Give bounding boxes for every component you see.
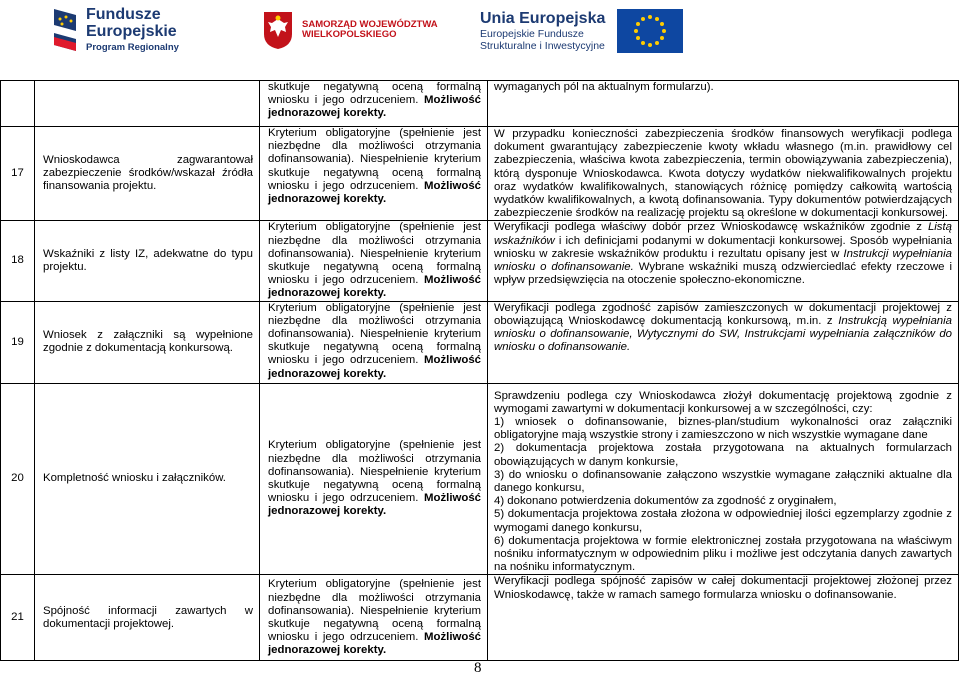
description-line: 4) dokonano potwierdzenia dokumentów za zgodność z oryginałem, [494, 495, 837, 508]
fe-logo-line2: Europejskie [86, 22, 177, 40]
criterion-name-cell [35, 81, 260, 127]
criterion-description-cell [488, 301, 959, 383]
criterion-rule-text: Kryterium obligatoryjne (spełnienie jest niezbędne dla możliwości otrzymania dofinansowania). Niespełnienie kryterium skutkuje negatywną oceną formalną wniosku i jego odrzuceniem. [268, 439, 481, 505]
description-line: 3) do wniosku o dofinansowanie załączono wszystkie wymagane załączniki aktualne dla danego konkursu, [494, 468, 952, 495]
criterion-description-cell [488, 127, 959, 221]
unia-europejska-logo [480, 6, 683, 56]
criterion-rule-text: Kryterium obligatoryjne (spełnienie jest niezbędne dla możliwości otrzymania dofinansowania). Niespełnienie kryterium skutkuje negatywną oceną formalną wniosku i jego odrzuceniem. [268, 301, 481, 367]
criterion-description-cell [488, 383, 959, 575]
description-text: i ich definicjami podanymi w dokumentacji konkursowej. Sposób wypełniania wniosku w zakresie wskaźników produktu i rezultatu opisany jest w [494, 234, 952, 260]
criterion-rule-bold: Możliwość jednorazowej korekty. [268, 94, 481, 120]
description-italic: Instrukcji wypełniania wniosku o dofinansowanie. [494, 247, 952, 274]
row-number: 19 [11, 335, 24, 348]
ue-logo-line2: Europejskie Fundusze [480, 28, 584, 41]
description-line: 2) dokumentacja projektowa została przygotowana na aktualnych formularzach obowiązujących w danym konkursie, [494, 442, 952, 468]
eu-flag-icon [617, 9, 683, 53]
description-text: Weryfikacji podlega zgodność zapisów zamieszczonych w dokumentacji projektowej z obowiązującą Wnioskodawcę dokumentacją konkursową, m.in. z [494, 301, 952, 327]
wlkp-logo-line1: SAMORZĄD WOJEWÓDZTWA [302, 18, 438, 30]
description-text: Wybrane wskaźniki muszą odzwierciedlać efekty rzeczowe i wpływ przedsięwzięcia na otoczenie społeczno-ekonomiczne. [494, 261, 952, 287]
criterion-name-cell [35, 127, 260, 221]
criterion-rule-cell [260, 127, 488, 221]
row-number-cell [1, 383, 35, 575]
description-italic: Instrukcją wypełniania wniosku o dofinansowanie, Wytycznymi do SW, Instrukcjami wypełniania załączników do wniosku o dofinansowanie. [494, 314, 953, 354]
criterion-description-cell [488, 575, 959, 661]
description-line: Sprawdzeniu podlega czy Wnioskodawca złożył dokumentację projektową zgodnie z wymogami zawartymi w dokumentacji konkursowej a w szczególności, czy: [494, 389, 952, 415]
criterion-rule-cell [260, 383, 488, 575]
criterion-rule-cell [260, 221, 488, 301]
criterion-name: Spójność informacji zawartych w dokumentacji projektowej. [43, 604, 253, 630]
criterion-rule-text: skutkuje negatywną oceną formalną wniosku i jego odrzuceniem. [268, 81, 481, 107]
description-text: W przypadku konieczności zabezpieczenia środków finansowych weryfikacji podlega dokument gwarantujący zabezpieczenie kwoty wkładu własnego (m.in. prawidłowy cel zabezpieczenia, właściwa kwota zabezpieczenia, termin obowiązywania zabezpieczenia), którą dysponuje Wnioskodawca. Kwota dotyczy wydatków niekwalifikowalnych projektu oraz wydatków kwalifikowalnych, stanowiących różnicę pomiędzy całkowitą wartością wydatków kwalifikowalnych, a kwotą dofinansowania. Typy dokumentów potwierdzających zabezpieczenie środków na realizację projektu są określone w dokumentacji konkursowej. [494, 128, 952, 220]
criterion-name-cell [35, 221, 260, 301]
eagle-shield-icon [262, 10, 294, 50]
criterion-rule-text: Kryterium obligatoryjne (spełnienie jest niezbędne dla możliwości otrzymania dofinansowania). Niespełnienie kryterium skutkuje negatywną oceną formalną wniosku i jego odrzuceniem. [268, 578, 481, 644]
wielkopolska-logo [262, 8, 438, 52]
wlkp-logo-line2: WIELKOPOLSKIEGO [302, 29, 397, 40]
criterion-rule-bold: Możliwość jednorazowej korekty. [268, 274, 481, 300]
page-number: 8 [474, 660, 482, 676]
row-number-cell [1, 81, 35, 127]
criterion-rule-cell [260, 301, 488, 383]
ue-logo-line3: Strukturalne i Inwestycyjne [480, 39, 605, 52]
criterion-name-cell [35, 575, 260, 661]
criterion-description-cell [488, 81, 959, 127]
row-number-cell [1, 301, 35, 383]
table-row [1, 383, 959, 575]
row-number: 21 [11, 611, 24, 624]
criterion-name: Wniosek z załączniki są wypełnione zgodnie z dokumentacją konkursową. [43, 328, 253, 355]
table-row [1, 575, 959, 661]
fundusze-europejskie-logo [52, 4, 179, 56]
criterion-name: Wskaźniki z listy IZ, adekwatne do typu projektu. [43, 247, 253, 274]
criterion-rule-text: Kryterium obligatoryjne (spełnienie jest niezbędne dla możliwości otrzymania dofinansowania). Niespełnienie kryterium skutkuje negatywną oceną formalną wniosku i jego odrzuceniem. [268, 127, 481, 192]
criterion-rule-bold: Możliwość jednorazowej korekty. [268, 354, 481, 380]
table-row [1, 221, 959, 301]
criterion-name-cell [35, 301, 260, 383]
criterion-rule-bold: Możliwość jednorazowej korekty. [268, 179, 481, 206]
description-italic: Listą wskaźników [494, 221, 952, 247]
table-row [1, 81, 959, 127]
description-text: wymaganych pól na aktualnym formularzu). [494, 81, 714, 93]
description-line: 6) dokumentacja projektowa w formie elektronicznej została przygotowana na właściwym nośniku informatycznym w odpowiednim pliku i możliwe jest odczytania danych zawartych na nośniku informatycznym. [494, 534, 952, 574]
fe-flag-icon [52, 7, 78, 53]
row-number: 17 [11, 167, 24, 180]
row-number-cell [1, 575, 35, 661]
table-row [1, 301, 959, 383]
description-text: Weryfikacji podlega spójność zapisów w całej dokumentacji projektowej złożonej przez Wnioskodawcę, także w ramach samego formularza wniosku o dofinansowanie. [494, 575, 952, 601]
criterion-name: Wnioskodawca zagwarantował zabezpieczenie środków/wskazał źródła finansowania projektu. [43, 153, 253, 193]
table-row [1, 127, 959, 221]
fe-logo-line3: Program Regionalny [86, 42, 179, 54]
row-number: 18 [11, 254, 24, 267]
fe-logo-line1: Fundusze [86, 5, 161, 23]
description-text: Weryfikacji podlega właściwy dobór przez Wnioskodawcę wskaźników zgodnie z [494, 221, 922, 234]
row-number-cell [1, 127, 35, 221]
row-number-cell [1, 221, 35, 301]
ue-logo-line1: Unia Europejska [480, 10, 606, 28]
criterion-rule-cell [260, 575, 488, 661]
criterion-rule-cell [260, 81, 488, 127]
criterion-rule-bold: Możliwość jednorazowej korekty. [268, 631, 481, 657]
description-line: 5) dokumentacja projektowa została złożona w odpowiedniej ilości egzemplarzy zgodnie z wymogami danego konkursu, [494, 508, 952, 534]
criterion-rule-bold: Możliwość jednorazowej korekty. [268, 492, 481, 518]
description-line: 1) wniosek o dofinansowanie, biznes-plan/studium wykonalności oraz załączniki obligatoryjne mają wszystkie strony i zamieszczono w nich wszystkie wymagane dane [494, 416, 952, 442]
criterion-rule-text: Kryterium obligatoryjne (spełnienie jest niezbędne dla możliwości otrzymania dofinansowania). Niespełnienie kryterium skutkuje negatywną oceną formalną wniosku i jego odrzuceniem. [268, 221, 481, 287]
criterion-name-cell [35, 383, 260, 575]
criterion-description-cell [488, 221, 959, 301]
row-number: 20 [11, 472, 24, 485]
criteria-table [0, 80, 959, 661]
criterion-name: Kompletność wniosku i załączników. [43, 472, 226, 485]
